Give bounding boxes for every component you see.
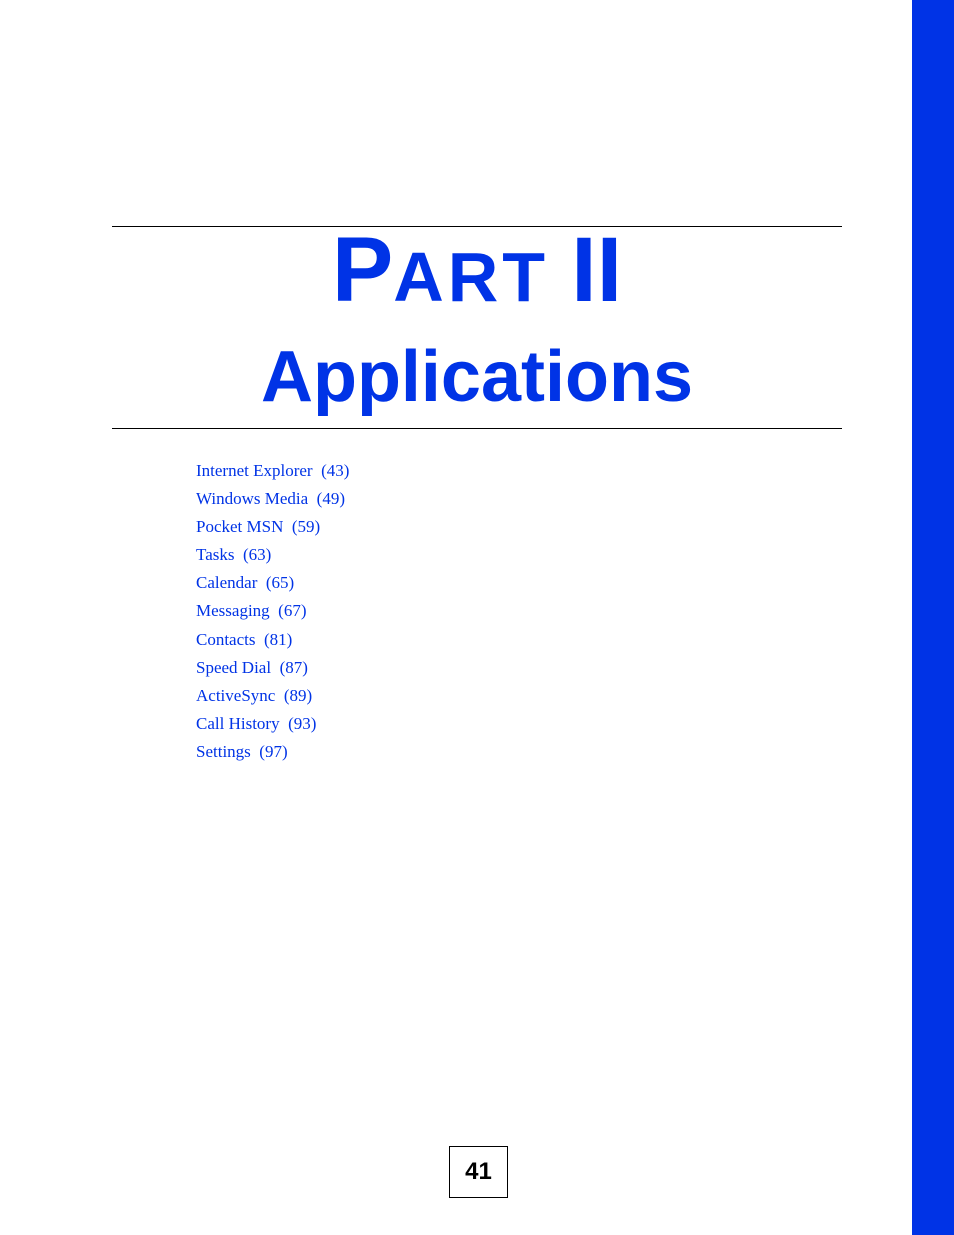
page-number: 41 — [465, 1158, 492, 1185]
part-heading-rest: ART — [393, 238, 550, 316]
toc-item-page[interactable]: (49) — [316, 489, 345, 509]
toc-item-page[interactable]: (87) — [279, 657, 308, 677]
toc-item[interactable] — [196, 516, 349, 544]
toc-item-title[interactable]: Call History — [196, 713, 280, 733]
toc-item[interactable] — [196, 488, 349, 516]
toc-item-title[interactable]: Internet Explorer — [196, 461, 313, 480]
toc-item-title[interactable]: Settings — [196, 741, 251, 761]
part-heading-initial: P — [331, 219, 394, 321]
toc-item-page[interactable]: (65) — [265, 573, 295, 593]
toc-item-title[interactable]: Messaging — [196, 601, 270, 621]
toc-item-page[interactable]: (81) — [264, 629, 293, 649]
toc-item[interactable] — [196, 629, 349, 657]
toc-item-page[interactable]: (59) — [291, 517, 321, 537]
toc-item[interactable] — [196, 657, 349, 685]
toc-item[interactable] — [196, 741, 349, 769]
toc-item-page[interactable]: (43) — [321, 461, 350, 480]
side-tab-bar — [912, 0, 954, 1235]
toc-item-page[interactable]: (93) — [288, 713, 317, 733]
toc-item-title[interactable]: Tasks — [196, 545, 235, 565]
toc-list — [196, 460, 349, 769]
toc-item-title[interactable]: Contacts — [196, 629, 256, 649]
toc-item[interactable] — [196, 544, 349, 572]
toc-item-page[interactable]: (67) — [278, 601, 307, 621]
toc-item[interactable] — [196, 600, 349, 628]
toc-item-title[interactable]: Pocket MSN — [196, 517, 284, 537]
toc-item-title[interactable]: ActiveSync — [196, 685, 276, 705]
toc-item[interactable] — [196, 685, 349, 713]
page-number-box — [449, 1146, 508, 1198]
toc-item[interactable] — [196, 572, 349, 600]
bottom-rule — [112, 428, 842, 429]
section-title: Applications — [260, 337, 694, 417]
toc-item[interactable] — [196, 713, 349, 741]
toc-item-page[interactable]: (89) — [283, 685, 313, 705]
toc-item[interactable] — [196, 460, 349, 488]
part-heading — [112, 219, 842, 321]
toc-item-title[interactable]: Windows Media — [196, 489, 309, 509]
toc-item-page[interactable]: (97) — [259, 741, 288, 761]
toc-item-page[interactable]: (63) — [242, 545, 272, 565]
part-heading-numeral: II — [571, 219, 623, 321]
toc-item-title[interactable]: Speed Dial — [196, 657, 272, 677]
toc-item-title[interactable]: Calendar — [196, 573, 258, 593]
